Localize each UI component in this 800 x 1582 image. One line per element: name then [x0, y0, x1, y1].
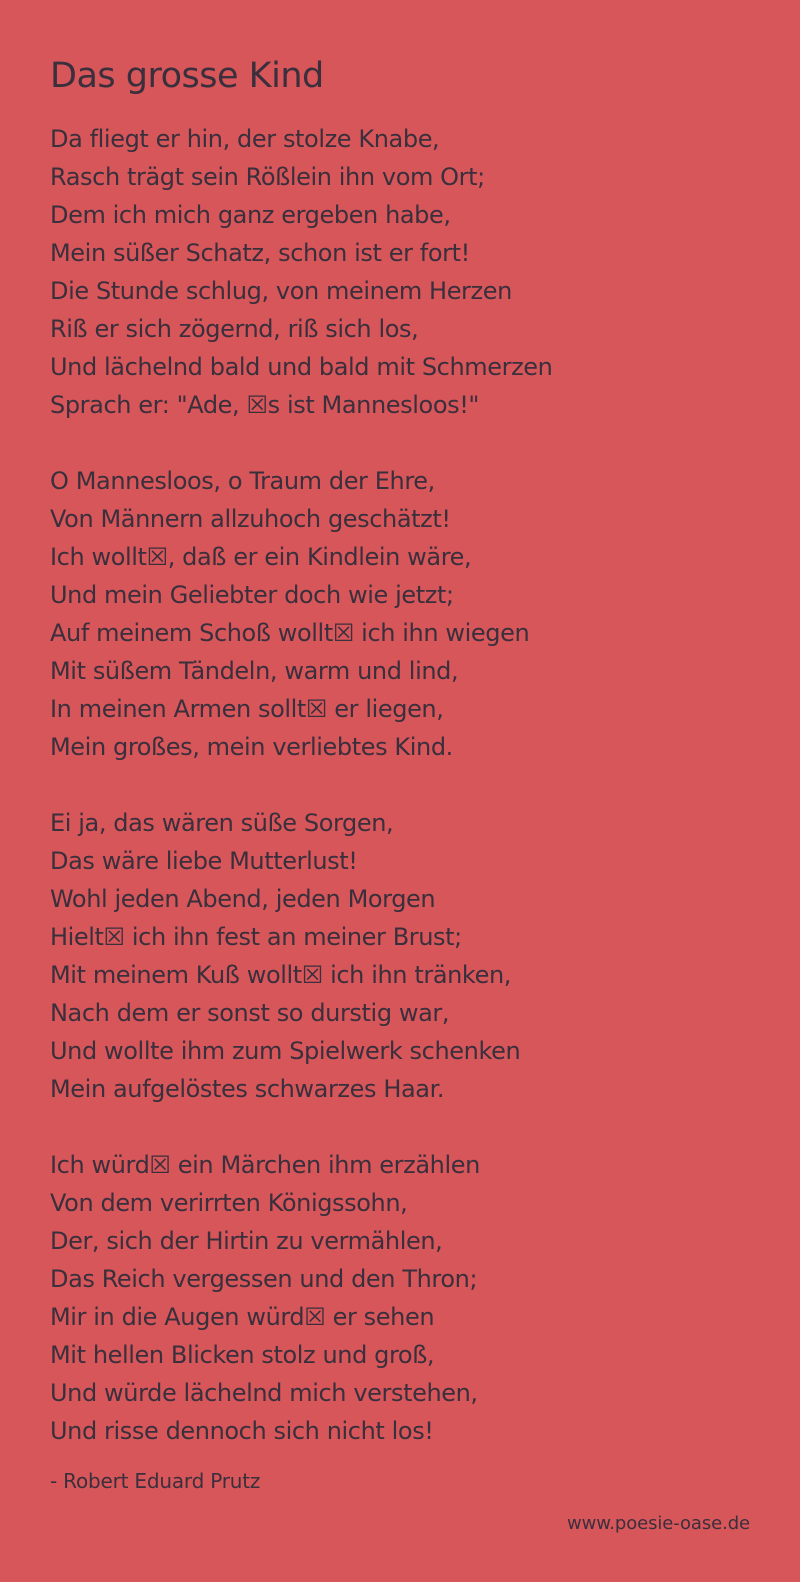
poem-line: Von dem verirrten Königssohn,	[50, 1189, 408, 1217]
poem-line: Hielt☒ ich ihn fest an meiner Brust;	[50, 923, 462, 951]
poem-line: Wohl jeden Abend, jeden Morgen	[50, 885, 436, 913]
poem-line: Und risse dennoch sich nicht los!	[50, 1417, 434, 1445]
stanza-1	[50, 120, 770, 424]
poem-line: Ei ja, das wären süße Sorgen,	[50, 809, 394, 837]
poem-line: Das wäre liebe Mutterlust!	[50, 847, 358, 875]
poem-line: Und mein Geliebter doch wie jetzt;	[50, 581, 454, 609]
poem-line: Riß er sich zögernd, riß sich los,	[50, 315, 419, 343]
poem-line: Mein aufgelöstes schwarzes Haar.	[50, 1075, 445, 1103]
website-url: www.poesie-oase.de	[567, 1513, 750, 1534]
poem-line: Ich würd☒ ein Märchen ihm erzählen	[50, 1151, 480, 1179]
poem-line: Das Reich vergessen und den Thron;	[50, 1265, 478, 1293]
poem-line: Von Männern allzuhoch geschätzt!	[50, 505, 451, 533]
stanza-3	[50, 804, 770, 1108]
poem-line: Mein großes, mein verliebtes Kind.	[50, 733, 453, 761]
poem-line: Und lächelnd bald und bald mit Schmerzen	[50, 353, 553, 381]
poem-line: Rasch trägt sein Rößlein ihn vom Ort;	[50, 163, 485, 191]
stanza-4	[50, 1146, 770, 1450]
poem-line: Mit hellen Blicken stolz und groß,	[50, 1341, 435, 1369]
poem-line: Da fliegt er hin, der stolze Knabe,	[50, 125, 440, 153]
poem-line: Dem ich mich ganz ergeben habe,	[50, 201, 451, 229]
poem-line: Mit meinem Kuß wollt☒ ich ihn tränken,	[50, 961, 511, 989]
poem-line: Mit süßem Tändeln, warm und lind,	[50, 657, 459, 685]
poem-line: Der, sich der Hirtin zu vermählen,	[50, 1227, 443, 1255]
poem-line: Ich wollt☒, daß er ein Kindlein wäre,	[50, 543, 472, 571]
poem-line: Mein süßer Schatz, schon ist er fort!	[50, 239, 470, 267]
poem-line: Und wollte ihm zum Spielwerk schenken	[50, 1037, 521, 1065]
poem-line: Auf meinem Schoß wollt☒ ich ihn wiegen	[50, 619, 530, 647]
poem-title: Das grosse Kind	[50, 56, 324, 96]
poem-line: Nach dem er sonst so durstig war,	[50, 999, 450, 1027]
stanza-2	[50, 462, 770, 766]
poem-container	[50, 52, 770, 1496]
poem-line: Sprach er: "Ade, ☒s ist Mannesloos!"	[50, 391, 480, 419]
poem-line: In meinen Armen sollt☒ er liegen,	[50, 695, 444, 723]
poem-line: Und würde lächelnd mich verstehen,	[50, 1379, 478, 1407]
poem-author: - Robert Eduard Prutz	[50, 1469, 261, 1493]
poem-line: O Mannesloos, o Traum der Ehre,	[50, 467, 435, 495]
poem-line: Die Stunde schlug, von meinem Herzen	[50, 277, 512, 305]
poem-line: Mir in die Augen würd☒ er sehen	[50, 1303, 435, 1331]
